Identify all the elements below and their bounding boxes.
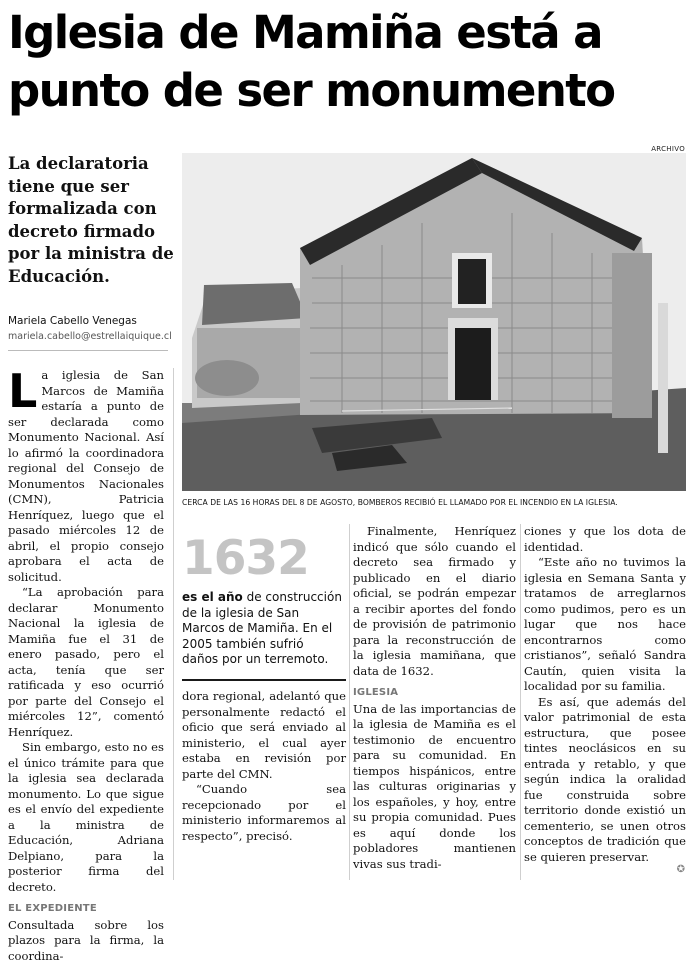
headline xyxy=(8,4,688,120)
end-mark-icon: ✪ xyxy=(677,864,685,875)
stat-lead: es el año xyxy=(182,590,243,604)
author-name: Mariela Cabello Venegas xyxy=(8,315,137,327)
paragraph: “Este año no tuvimos la iglesia en Semana Santa y tratamos de arreglarnos como pudimos, pero es un lugar que nos hace encontrarnos como cristianos”, señaló Sandra Cautín, quien visita la localidad por su familia. xyxy=(524,555,686,695)
stat-number: 1632 xyxy=(182,531,309,587)
paragraph-text: a iglesia de San Marcos de Mamiña estaría a punto de ser declarada como Monumento Nacional. Así lo afirmó la coordinadora regional del Consejo de Monumentos Nacionales (CMN), Patricia Henríquez, luego que el pasado miércoles 12 de abril, el propio consejo aprobara el acta de solicitud. xyxy=(8,368,164,584)
paragraph: Finalmente, Henríquez indicó que sólo cuando el decreto sea firmado y publicado en el diario oficial, se podrán empezar a recibir aportes del fondo de provisión de patrimonio para la reconstrucción de la iglesia mamiñana, que data de 1632. xyxy=(353,524,516,679)
body-column-4 xyxy=(524,524,686,865)
body-column-3 xyxy=(353,524,516,872)
body-column-2 xyxy=(182,689,346,844)
paragraph xyxy=(8,368,164,585)
drop-cap: L xyxy=(8,371,37,411)
paragraph: Consultada sobre los plazos para la firma, la coordina- xyxy=(8,918,164,964)
church-photo xyxy=(182,153,686,491)
author-email[interactable]: mariela.cabello@estrellaiquique.cl xyxy=(8,331,172,342)
stat-description: de construcción de la iglesia de San Marcos de Mamiña. En el 2005 también sufrió daños por un terremoto. xyxy=(182,590,342,666)
byline-divider xyxy=(8,350,168,351)
paragraph: dora regional, adelantó que personalmente redactó el oficio que será enviado al ministerio, el cual ayer estaba en revisión por parte del CMN. xyxy=(182,689,346,782)
paragraph: Una de las importancias de la iglesia de Mamiña es el testimonio de encuentro para su comunidad. En tiempos hispánicos, entre las culturas originarias y los españoles, y hoy, entre su propia comunidad. Pues es aquí donde los pobladores mantienen vivas sus tradi- xyxy=(353,702,516,873)
paragraph: Sin embargo, esto no es el único trámite para que la iglesia sea declarada monumento. Lo que sigue es el envío del expediente a la ministra de Educación, Adriana Delpiano, para la posterior firma del decreto. xyxy=(8,740,164,895)
headline-line-2: punto de ser monumento xyxy=(8,62,688,120)
headline-line-1: Iglesia de Mamiña está a xyxy=(8,4,688,62)
deck-summary: La declaratoria tiene que ser formalizada con decreto firmado por la ministra de Educación. xyxy=(8,153,178,288)
column-divider xyxy=(349,524,350,880)
column-divider xyxy=(173,368,174,880)
paragraph: “Cuando sea recepcionado por el ministerio informaremos al respecto”, precisó. xyxy=(182,782,346,844)
column-divider xyxy=(520,524,521,880)
stat-divider xyxy=(182,679,346,681)
photo-caption: CERCA DE LAS 16 HORAS DEL 8 DE AGOSTO, BOMBEROS RECIBIÓ EL LLAMADO POR EL INCENDIO EN LA IGLESIA. xyxy=(182,498,686,507)
body-column-1 xyxy=(8,368,164,964)
paragraph: “La aprobación para declarar Monumento Nacional la iglesia de Mamiña fue el 31 de enero pasado, pero el acta, tenía que ser ratificada y eso ocurrió por parte del Consejo el miércoles 12”, comentó Henríquez. xyxy=(8,585,164,740)
subhead-iglesia: IGLESIA xyxy=(353,685,516,701)
subhead-expediente: EL EXPEDIENTE xyxy=(8,901,164,917)
photo-credit: ARCHIVO xyxy=(651,145,685,153)
paragraph: Es así, que además del valor patrimonial de esta estructura, que posee tintes neoclásicos en su entrada y retablo, y que según indica la oralidad fue construida sobre territorio donde existió un cementerio, se unen otros conceptos de tradición que se quieren preservar. xyxy=(524,695,686,866)
paragraph: ciones y que los dota de identidad. xyxy=(524,524,686,555)
church-illustration xyxy=(182,153,686,491)
stat-text xyxy=(182,590,342,668)
